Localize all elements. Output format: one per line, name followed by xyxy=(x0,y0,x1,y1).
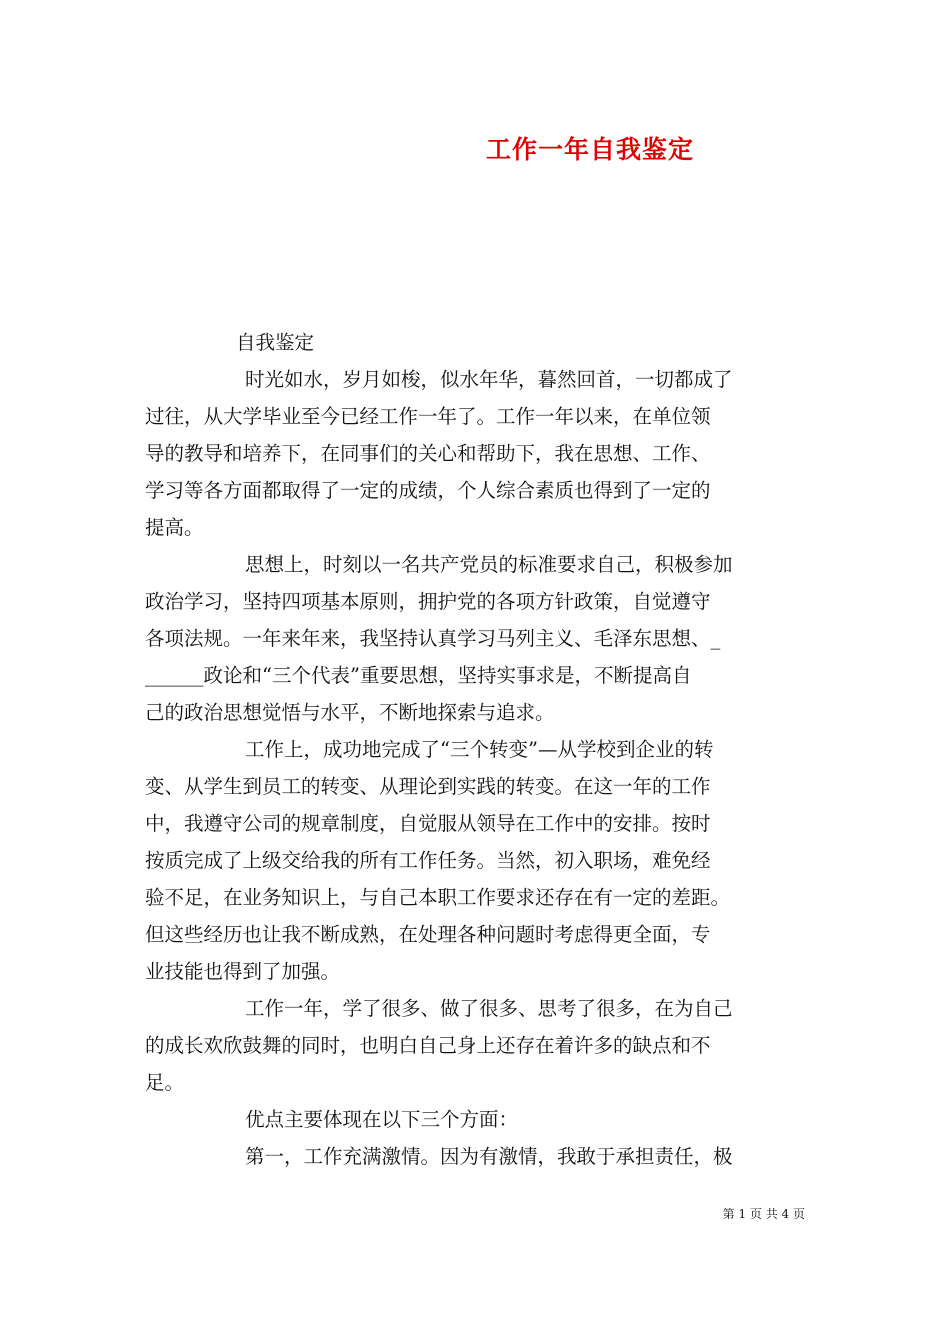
body-line: 己的政治思想觉悟与水平，不断地探索与追求。 xyxy=(145,701,555,724)
body-line: 验不足，在业务知识上，与自己本职工作要求还存在有一定的差距。 xyxy=(145,886,731,909)
body-line: 的成长欢欣鼓舞的同时，也明白自己身上还存在着许多的缺点和不 xyxy=(145,1034,711,1057)
body-line: 各项法规。一年来年来，我坚持认真学习马列主义、毛泽东思想、_ xyxy=(145,627,721,650)
body-line: 学习等各方面都取得了一定的成绩，个人综合素质也得到了一定的 xyxy=(145,479,711,502)
body-line: 按质完成了上级交给我的所有工作任务。当然，初入职场，难免经 xyxy=(145,849,711,872)
body-line: 思想上，时刻以一名共产党员的标准要求自己，积极参加 xyxy=(245,553,733,576)
body-line: 中，我遵守公司的规章制度，自觉服从领导在工作中的安排。按时 xyxy=(145,812,711,835)
body-line: 但这些经历也让我不断成熟，在处理各种问题时考虑得更全面，专 xyxy=(145,923,711,946)
body-line: 过往，从大学毕业至今已经工作一年了。工作一年以来，在单位领 xyxy=(145,405,711,428)
body-line: 第一，工作充满激情。因为有激情，我敢于承担责任，极 xyxy=(245,1145,733,1168)
body-line: 导的教导和培养下，在同事们的关心和帮助下，我在思想、工作、 xyxy=(145,442,711,465)
body-line: 工作上，成功地完成了“三个转变”—从学校到企业的转 xyxy=(245,738,714,761)
body-line: ______政论和“三个代表”重要思想，坚持实事求是，不断提高自 xyxy=(145,664,692,687)
body-line: 时光如水，岁月如梭，似水年华，暮然回首，一切都成了 xyxy=(245,368,733,391)
section-subheading: 自我鉴定 xyxy=(236,331,315,354)
body-line: 工作一年，学了很多、做了很多、思考了很多，在为自己 xyxy=(245,997,733,1020)
body-line: 业技能也得到了加强。 xyxy=(145,960,341,983)
body-line: 变、从学生到员工的转变、从理论到实践的转变。在这一年的工作 xyxy=(145,775,711,798)
body-line: 优点主要体现在以下三个方面： xyxy=(245,1108,519,1131)
document-title: 工作一年自我鉴定 xyxy=(485,135,694,164)
body-line: 足。 xyxy=(145,1071,185,1094)
body-line: 提高。 xyxy=(145,516,204,539)
page-number-footer: 第 1 页 共 4 页 xyxy=(722,1207,805,1221)
body-line: 政治学习，坚持四项基本原则，拥护党的各项方针政策，自觉遵守 xyxy=(145,590,711,613)
